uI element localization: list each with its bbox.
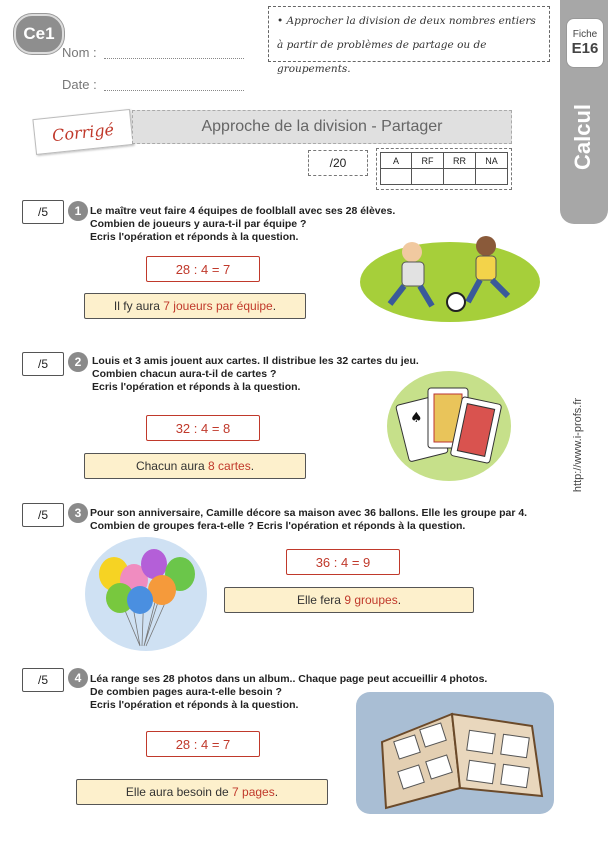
exercise-question: Le maître veut faire 4 équipes de foolblall avec ses 28 élèves. Combien de joueurs y aura-t-il par équipe ? Ecris l'opération et réponds à la question. (90, 205, 396, 243)
corrige-stamp: Corrigé (32, 109, 133, 155)
fiche-code: E16 (571, 40, 599, 57)
exercise-score: /5 (22, 503, 64, 527)
grid-header: A (381, 153, 412, 169)
grid-header: RR (443, 153, 475, 169)
answer-box: Elle aura besoin de 7 pages . (76, 779, 328, 805)
exercise-number: 3 (68, 503, 88, 523)
bullet-icon: • (277, 15, 284, 27)
exercise-number: 2 (68, 352, 88, 372)
exercise-question: Léa range ses 28 photos dans un album.. Chaque page peut accueillir 4 photos. De combien pages aura-t-elle besoin ? Ecris l'opération et réponds à la question. (90, 673, 488, 711)
photo-album-illustration (356, 692, 556, 816)
answer-box: Chacun aura 8 cartes . (84, 453, 306, 479)
exercise-question: Pour son anniversaire, Camille décore sa maison avec 36 ballons. Elle les groupe par 4. Combien de groupes fera-t-elle ? Ecris l'opération et réponds à la question. (90, 507, 528, 532)
exercise-score: /5 (22, 668, 64, 692)
name-field[interactable] (104, 46, 244, 59)
grid-header: RF (412, 153, 444, 169)
level-badge: Ce1 (14, 14, 64, 54)
page-title: Approche de la division - Partager (132, 110, 512, 144)
balloons-illustration (84, 534, 208, 652)
date-field[interactable] (104, 78, 244, 91)
website-url: http://www.i-profs.fr (572, 397, 585, 493)
total-score: /20 (308, 150, 368, 176)
playing-cards-illustration (386, 370, 512, 482)
exercise-score: /5 (22, 200, 64, 224)
subject-label: Calcul (570, 103, 595, 171)
football-players-illustration (360, 222, 540, 322)
answer-box: Il fy aura 7 joueurs par équipe . (84, 293, 306, 319)
operation-box: 36 : 4 = 9 (286, 549, 400, 575)
name-label: Nom : (62, 45, 97, 60)
operation-box: 28 : 4 = 7 (146, 256, 260, 282)
exercise-question: Louis et 3 amis jouent aux cartes. Il distribue les 32 cartes du jeu. Combien chacun aura-t-il de cartes ? Ecris l'opération et réponds à la question. (92, 355, 419, 393)
grid-cell[interactable] (412, 169, 444, 185)
objective-text: Approcher la division de deux nombres entiers à partir de problèmes de partage ou de groupements. (277, 15, 536, 75)
operation-box: 28 : 4 = 7 (146, 731, 260, 757)
objective-box (268, 6, 550, 75)
grid-cell[interactable] (443, 169, 475, 185)
fiche-label: Fiche (572, 29, 598, 40)
grid-cell[interactable] (381, 169, 412, 185)
grid-cell[interactable] (475, 169, 507, 185)
svg-text:♠: ♠ (410, 410, 423, 426)
date-label: Date : (62, 77, 97, 92)
grid-header: NA (475, 153, 507, 169)
answer-box: Elle fera 9 groupes . (224, 587, 474, 613)
evaluation-grid (376, 148, 512, 190)
exercise-number: 4 (68, 668, 88, 688)
operation-box: 32 : 4 = 8 (146, 415, 260, 441)
exercise-number: 1 (68, 201, 88, 221)
fiche-badge (566, 18, 604, 68)
exercise-score: /5 (22, 352, 64, 376)
